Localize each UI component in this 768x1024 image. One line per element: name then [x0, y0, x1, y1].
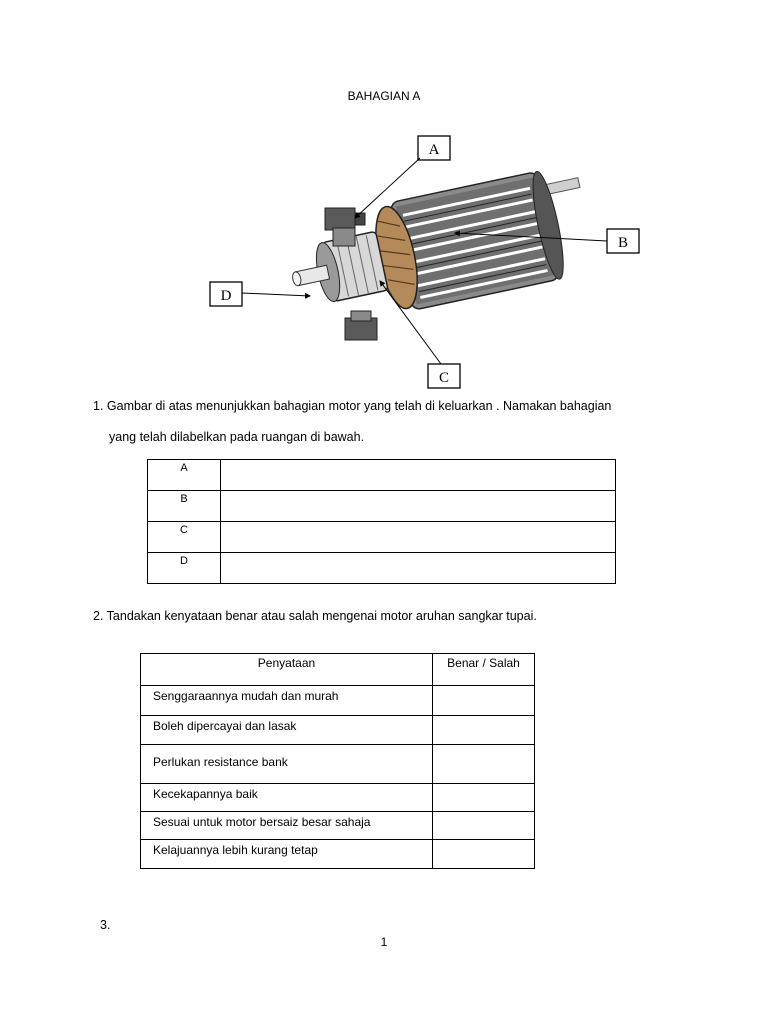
page-number: 1: [380, 935, 388, 949]
answer-cell[interactable]: [433, 716, 535, 745]
table-row: [141, 812, 535, 840]
row-label: D: [148, 553, 221, 584]
answer-cell[interactable]: [433, 686, 535, 716]
table-header-row: [141, 654, 535, 686]
row-label: C: [148, 522, 221, 553]
header-true-false: Benar / Salah: [433, 654, 535, 686]
table-row: [148, 522, 616, 553]
answer-cell[interactable]: [433, 784, 535, 812]
table-row: [141, 745, 535, 784]
statement-cell: Sesuai untuk motor bersaiz besar sahaja: [141, 812, 433, 840]
row-label: B: [148, 491, 221, 522]
answer-cell[interactable]: [221, 491, 616, 522]
table-row: [141, 716, 535, 745]
answer-cell[interactable]: [433, 840, 535, 869]
label-b: B: [617, 235, 629, 251]
label-d: D: [220, 288, 232, 304]
answer-cell[interactable]: [221, 460, 616, 491]
statement-cell: Boleh dipercayai dan lasak: [141, 716, 433, 745]
statement-cell: Perlukan resistance bank: [141, 745, 433, 784]
table-row: [141, 784, 535, 812]
table-row: [141, 840, 535, 869]
answer-cell[interactable]: [433, 745, 535, 784]
header-statement: Penyataan: [141, 654, 433, 686]
answer-cell[interactable]: [221, 553, 616, 584]
table-row: [141, 686, 535, 716]
table-row: [148, 460, 616, 491]
label-c: C: [438, 370, 450, 386]
answer-cell[interactable]: [433, 812, 535, 840]
label-a: A: [428, 142, 440, 158]
table-row: [148, 491, 616, 522]
statement-cell: Senggaraannya mudah dan murah: [141, 686, 433, 716]
question-3-number: 3.: [100, 918, 111, 932]
statement-cell: Kelajuannya lebih kurang tetap: [141, 840, 433, 869]
statement-cell: Kecekapannya baik: [141, 784, 433, 812]
section-title: BAHAGIAN A: [347, 89, 421, 103]
question-1-line-2: yang telah dilabelkan pada ruangan di bawah.: [109, 430, 365, 444]
row-label: A: [148, 460, 221, 491]
question-2-text: 2. Tandakan kenyataan benar atau salah mengenai motor aruhan sangkar tupai.: [93, 609, 537, 623]
motor-armature-diagram: [205, 133, 645, 393]
question-1-line-1: 1. Gambar di atas menunjukkan bahagian motor yang telah di keluarkan . Namakan bahagian: [93, 399, 612, 413]
table-row: [148, 553, 616, 584]
answer-cell[interactable]: [221, 522, 616, 553]
true-false-table: [140, 653, 535, 869]
answer-table-1: [147, 459, 616, 584]
